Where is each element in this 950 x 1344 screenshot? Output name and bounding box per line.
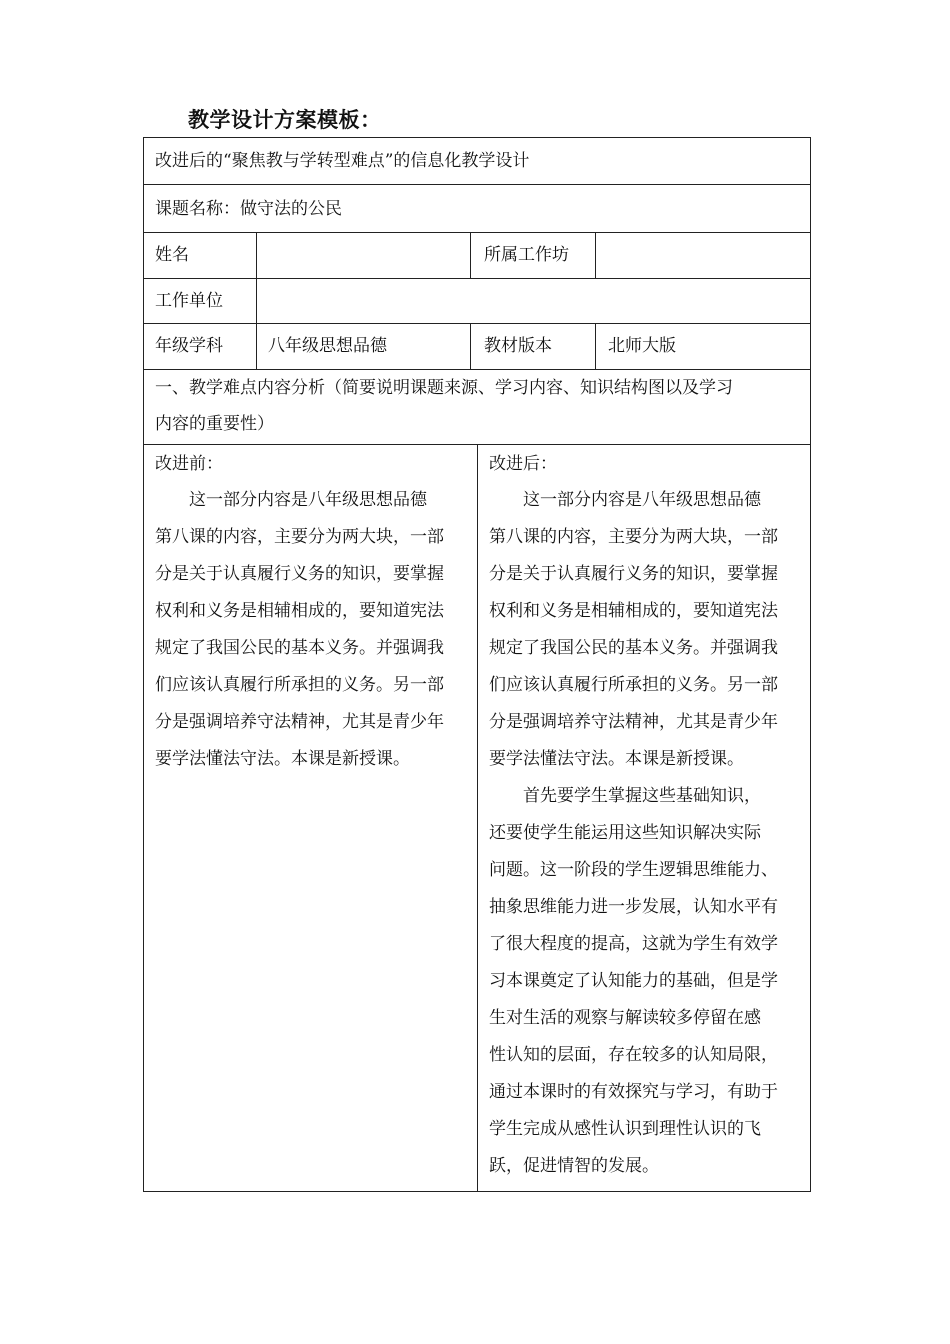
col-divider — [470, 323, 471, 369]
col-divider — [256, 278, 257, 323]
row-divider — [144, 369, 810, 370]
textbook-version-value: 北师大版 — [608, 336, 676, 356]
content-line: 权利和义务是相辅相成的，要知道宪法 — [155, 601, 444, 621]
content-line: 们应该认真履行所承担的义务。另一部 — [489, 675, 778, 695]
before-label: 改进前： — [155, 454, 223, 474]
content-line: 抽象思维能力进一步发展，认知水平有 — [489, 897, 778, 917]
lesson-design-table — [143, 137, 811, 1192]
grade-subject-label: 年级学科 — [155, 336, 223, 356]
row-divider — [144, 232, 810, 233]
work-unit-label: 工作单位 — [155, 291, 223, 311]
content-line: 首先要学生掌握这些基础知识， — [489, 786, 761, 806]
content-line: 要学法懂法守法。本课是新授课。 — [489, 749, 744, 769]
content-line: 性认知的层面，存在较多的认知局限， — [489, 1045, 778, 1065]
col-divider — [477, 444, 478, 1192]
content-line: 第八课的内容，主要分为两大块，一部 — [155, 527, 444, 547]
content-line: 分是强调培养守法精神，尤其是青少年 — [489, 712, 778, 732]
content-line: 这一部分内容是八年级思想品德 — [489, 490, 761, 510]
page-title: 教学设计方案模板： — [188, 108, 382, 132]
after-content — [489, 482, 811, 1185]
row-divider — [144, 323, 810, 324]
content-line: 规定了我国公民的基本义务。并强调我 — [489, 638, 778, 658]
content-line: 第八课的内容，主要分为两大块，一部 — [489, 527, 778, 547]
table-header-title: 改进后的“聚焦教与学转型难点”的信息化教学设计 — [155, 151, 530, 171]
section-heading-line-1: 一、教学难点内容分析（简要说明课题来源、学习内容、知识结构图以及学习 — [155, 378, 733, 398]
after-label: 改进后： — [489, 454, 557, 474]
content-line: 学生完成从感性认识到理性认识的飞 — [489, 1119, 761, 1139]
content-line: 生对生活的观察与解读较多停留在感 — [489, 1008, 761, 1028]
content-line: 通过本课时的有效探究与学习，有助于 — [489, 1082, 778, 1102]
grade-subject-value: 八年级思想品德 — [268, 336, 387, 356]
content-line: 跃，促进情智的发展。 — [489, 1156, 659, 1176]
col-divider — [256, 232, 257, 278]
before-content — [155, 482, 477, 778]
textbook-version-label: 教材版本 — [484, 336, 552, 356]
row-divider — [144, 184, 810, 185]
col-divider — [595, 323, 596, 369]
content-line: 分是关于认真履行义务的知识，要掌握 — [155, 564, 444, 584]
content-line: 问题。这一阶段的学生逻辑思维能力、 — [489, 860, 778, 880]
section-heading-line-2: 内容的重要性） — [155, 414, 274, 434]
content-line: 了很大程度的提高，这就为学生有效学 — [489, 934, 778, 954]
workshop-label: 所属工作坊 — [484, 245, 569, 265]
content-line: 这一部分内容是八年级思想品德 — [155, 490, 427, 510]
content-line: 分是关于认真履行义务的知识，要掌握 — [489, 564, 778, 584]
content-line: 们应该认真履行所承担的义务。另一部 — [155, 675, 444, 695]
content-line: 分是强调培养守法精神，尤其是青少年 — [155, 712, 444, 732]
col-divider — [595, 232, 596, 278]
col-divider — [470, 232, 471, 278]
content-line: 还要使学生能运用这些知识解决实际 — [489, 823, 761, 843]
content-line: 要学法懂法守法。本课是新授课。 — [155, 749, 410, 769]
content-line: 权利和义务是相辅相成的，要知道宪法 — [489, 601, 778, 621]
content-line: 习本课奠定了认知能力的基础，但是学 — [489, 971, 778, 991]
col-divider — [256, 323, 257, 369]
row-divider — [144, 278, 810, 279]
course-name: 课题名称：做守法的公民 — [155, 199, 342, 219]
name-label: 姓名 — [155, 245, 189, 265]
content-line: 规定了我国公民的基本义务。并强调我 — [155, 638, 444, 658]
